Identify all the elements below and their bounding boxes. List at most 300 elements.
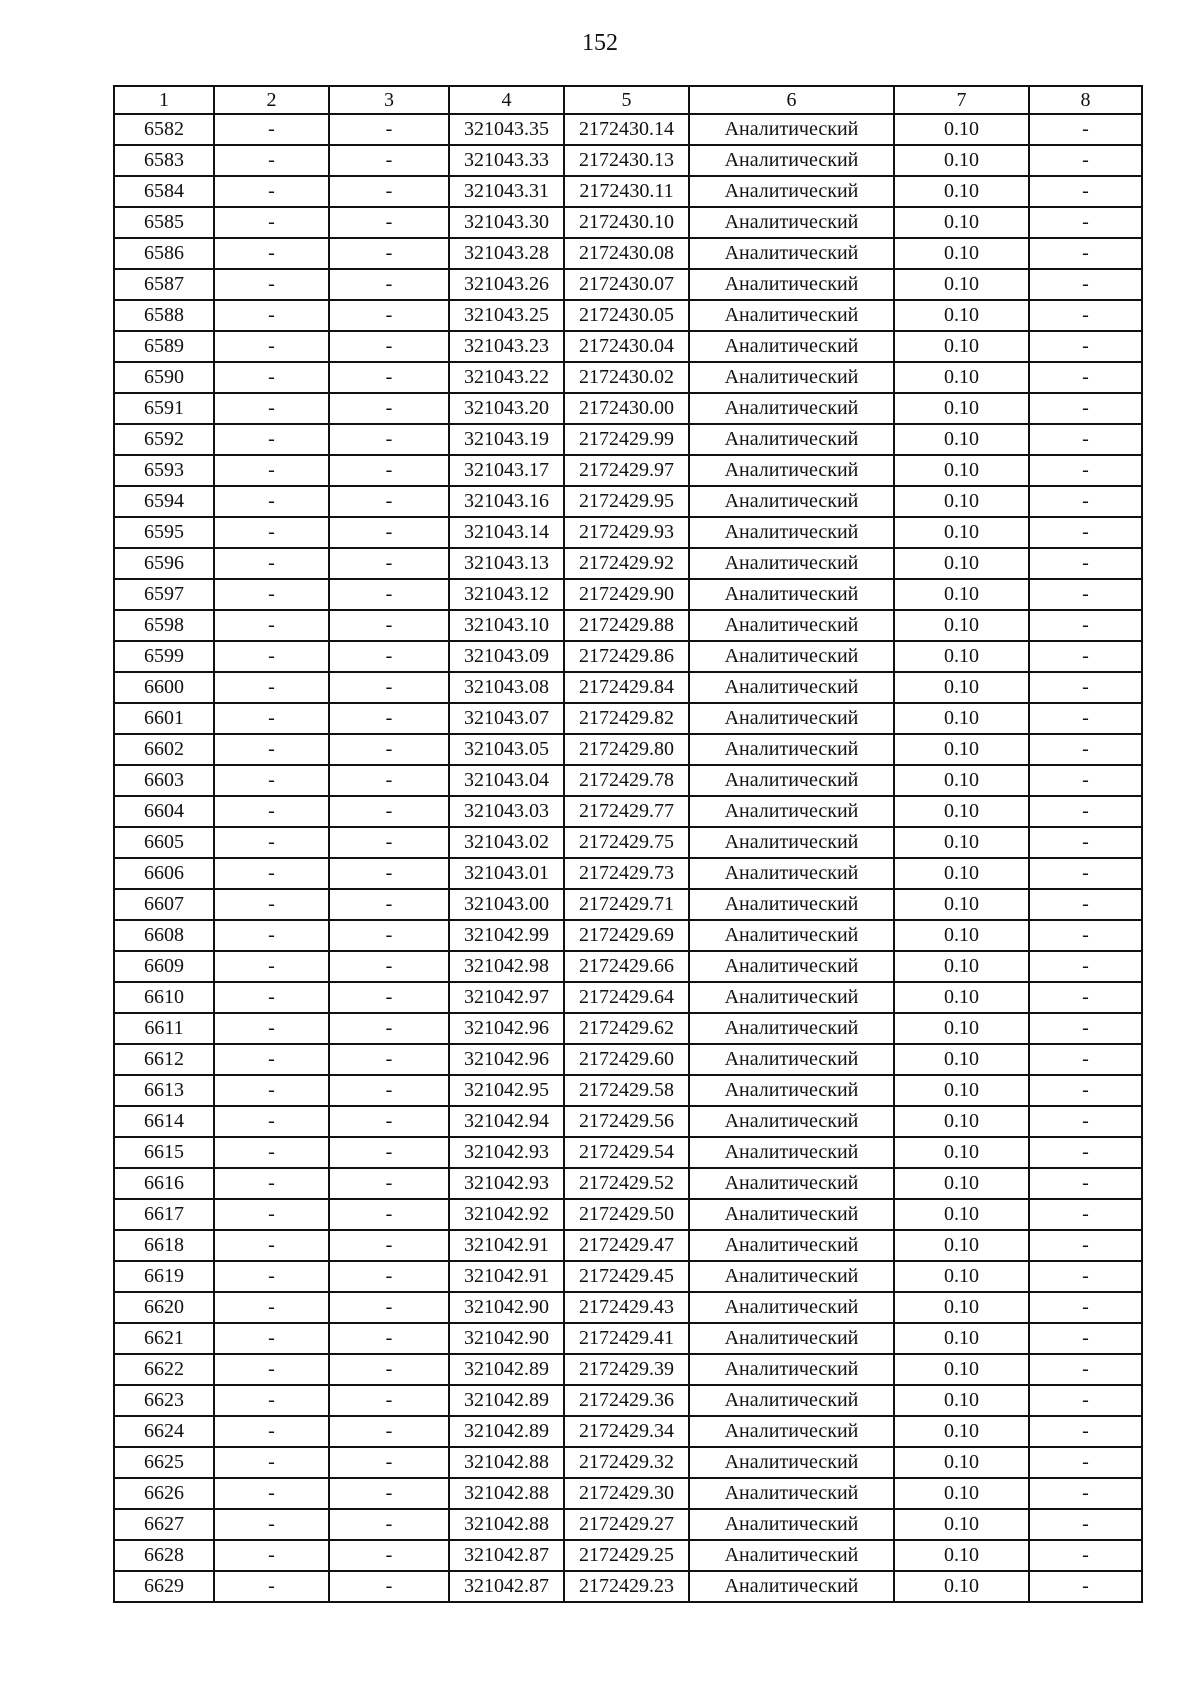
table-cell-col-6: Аналитический (689, 1106, 894, 1137)
table-cell-col-7: 0.10 (894, 362, 1029, 393)
table-cell-col-3: - (329, 1478, 449, 1509)
table-cell-col-7: 0.10 (894, 145, 1029, 176)
table-row (114, 300, 1142, 331)
table-cell-col-1: 6613 (114, 1075, 214, 1106)
table-row (114, 517, 1142, 548)
table-cell-col-2: - (214, 827, 329, 858)
table-cell-col-4: 321043.03 (449, 796, 564, 827)
table-cell-col-5: 2172429.30 (564, 1478, 689, 1509)
table-cell-col-2: - (214, 300, 329, 331)
table-cell-col-8: - (1029, 641, 1142, 672)
table-cell-col-8: - (1029, 548, 1142, 579)
table-cell-col-6: Аналитический (689, 114, 894, 145)
table-cell-col-5: 2172429.95 (564, 486, 689, 517)
table-row (114, 176, 1142, 207)
table-cell-col-4: 321042.96 (449, 1013, 564, 1044)
table-cell-col-8: - (1029, 672, 1142, 703)
table-cell-col-6: Аналитический (689, 1478, 894, 1509)
table-cell-col-5: 2172429.80 (564, 734, 689, 765)
table-cell-col-2: - (214, 951, 329, 982)
table-cell-col-3: - (329, 641, 449, 672)
table-cell-col-1: 6596 (114, 548, 214, 579)
table-cell-col-4: 321043.05 (449, 734, 564, 765)
table-cell-col-7: 0.10 (894, 734, 1029, 765)
table-row (114, 579, 1142, 610)
table-cell-col-4: 321042.98 (449, 951, 564, 982)
table-cell-col-5: 2172429.32 (564, 1447, 689, 1478)
table-row (114, 765, 1142, 796)
table-cell-col-7: 0.10 (894, 548, 1029, 579)
table-cell-col-7: 0.10 (894, 517, 1029, 548)
table-cell-col-3: - (329, 734, 449, 765)
table-cell-col-7: 0.10 (894, 1292, 1029, 1323)
table-cell-col-5: 2172429.62 (564, 1013, 689, 1044)
table-cell-col-3: - (329, 1044, 449, 1075)
table-cell-col-5: 2172429.25 (564, 1540, 689, 1571)
table-row (114, 951, 1142, 982)
column-header-4: 4 (449, 86, 564, 114)
table-cell-col-3: - (329, 424, 449, 455)
table-cell-col-2: - (214, 455, 329, 486)
table-cell-col-6: Аналитический (689, 827, 894, 858)
table-cell-col-4: 321042.93 (449, 1168, 564, 1199)
table-cell-col-3: - (329, 827, 449, 858)
table-cell-col-4: 321042.97 (449, 982, 564, 1013)
table-cell-col-1: 6592 (114, 424, 214, 455)
table-cell-col-2: - (214, 1168, 329, 1199)
table-cell-col-2: - (214, 703, 329, 734)
table-cell-col-3: - (329, 982, 449, 1013)
table-cell-col-8: - (1029, 889, 1142, 920)
table-cell-col-7: 0.10 (894, 610, 1029, 641)
table-cell-col-6: Аналитический (689, 796, 894, 827)
table-cell-col-1: 6584 (114, 176, 214, 207)
table-cell-col-5: 2172430.10 (564, 207, 689, 238)
table-cell-col-1: 6600 (114, 672, 214, 703)
table-cell-col-4: 321043.28 (449, 238, 564, 269)
table-cell-col-5: 2172430.14 (564, 114, 689, 145)
table-cell-col-8: - (1029, 1447, 1142, 1478)
table-cell-col-6: Аналитический (689, 207, 894, 238)
table-row (114, 1106, 1142, 1137)
table-cell-col-6: Аналитический (689, 145, 894, 176)
table-cell-col-5: 2172429.69 (564, 920, 689, 951)
table-cell-col-6: Аналитический (689, 672, 894, 703)
table-cell-col-5: 2172429.23 (564, 1571, 689, 1602)
table-cell-col-5: 2172430.07 (564, 269, 689, 300)
table-cell-col-7: 0.10 (894, 827, 1029, 858)
table-cell-col-2: - (214, 114, 329, 145)
table-cell-col-5: 2172429.56 (564, 1106, 689, 1137)
table-cell-col-8: - (1029, 734, 1142, 765)
table-cell-col-6: Аналитический (689, 1540, 894, 1571)
table-cell-col-4: 321043.31 (449, 176, 564, 207)
table-cell-col-4: 321043.26 (449, 269, 564, 300)
table-cell-col-7: 0.10 (894, 114, 1029, 145)
header-row (114, 86, 1142, 114)
table-cell-col-4: 321042.89 (449, 1416, 564, 1447)
table-cell-col-5: 2172429.66 (564, 951, 689, 982)
table-cell-col-7: 0.10 (894, 1168, 1029, 1199)
table-cell-col-4: 321043.22 (449, 362, 564, 393)
table-cell-col-3: - (329, 889, 449, 920)
table-cell-col-6: Аналитический (689, 1199, 894, 1230)
table-cell-col-8: - (1029, 1292, 1142, 1323)
table-cell-col-8: - (1029, 1168, 1142, 1199)
table-cell-col-6: Аналитический (689, 331, 894, 362)
table-cell-col-5: 2172429.97 (564, 455, 689, 486)
table-row (114, 1354, 1142, 1385)
table-cell-col-8: - (1029, 1230, 1142, 1261)
table-cell-col-1: 6597 (114, 579, 214, 610)
table-cell-col-4: 321042.91 (449, 1230, 564, 1261)
table-cell-col-8: - (1029, 362, 1142, 393)
table-cell-col-6: Аналитический (689, 1075, 894, 1106)
table-cell-col-2: - (214, 1292, 329, 1323)
table-cell-col-7: 0.10 (894, 982, 1029, 1013)
table-cell-col-3: - (329, 145, 449, 176)
table-row (114, 548, 1142, 579)
table-cell-col-2: - (214, 207, 329, 238)
column-header-6: 6 (689, 86, 894, 114)
table-cell-col-1: 6588 (114, 300, 214, 331)
table-cell-col-7: 0.10 (894, 1044, 1029, 1075)
table-row (114, 238, 1142, 269)
table-row (114, 455, 1142, 486)
table-row (114, 1478, 1142, 1509)
table-row (114, 1509, 1142, 1540)
table-cell-col-6: Аналитический (689, 1137, 894, 1168)
table-cell-col-6: Аналитический (689, 579, 894, 610)
table-cell-col-1: 6611 (114, 1013, 214, 1044)
table-cell-col-6: Аналитический (689, 1292, 894, 1323)
table-cell-col-8: - (1029, 517, 1142, 548)
table-cell-col-5: 2172429.75 (564, 827, 689, 858)
table-cell-col-3: - (329, 1571, 449, 1602)
table-cell-col-5: 2172429.36 (564, 1385, 689, 1416)
table-cell-col-8: - (1029, 610, 1142, 641)
table-cell-col-8: - (1029, 920, 1142, 951)
table-cell-col-8: - (1029, 1509, 1142, 1540)
table-cell-col-2: - (214, 1416, 329, 1447)
table-cell-col-4: 321042.89 (449, 1354, 564, 1385)
table-cell-col-8: - (1029, 951, 1142, 982)
table-cell-col-2: - (214, 1044, 329, 1075)
table-cell-col-3: - (329, 393, 449, 424)
table-cell-col-1: 6598 (114, 610, 214, 641)
table-cell-col-4: 321042.87 (449, 1540, 564, 1571)
table-row (114, 610, 1142, 641)
table-cell-col-2: - (214, 424, 329, 455)
table-cell-col-8: - (1029, 176, 1142, 207)
table-cell-col-6: Аналитический (689, 1261, 894, 1292)
table-cell-col-2: - (214, 1323, 329, 1354)
table-cell-col-3: - (329, 1230, 449, 1261)
table-cell-col-8: - (1029, 455, 1142, 486)
table-cell-col-5: 2172429.92 (564, 548, 689, 579)
table-row (114, 1199, 1142, 1230)
table-cell-col-1: 6616 (114, 1168, 214, 1199)
table-cell-col-2: - (214, 486, 329, 517)
table-cell-col-6: Аналитический (689, 1354, 894, 1385)
table-cell-col-2: - (214, 517, 329, 548)
table-cell-col-8: - (1029, 486, 1142, 517)
table-row (114, 672, 1142, 703)
table-cell-col-3: - (329, 1137, 449, 1168)
table-cell-col-8: - (1029, 207, 1142, 238)
table-row (114, 982, 1142, 1013)
table-cell-col-7: 0.10 (894, 579, 1029, 610)
table-row (114, 393, 1142, 424)
table-cell-col-7: 0.10 (894, 703, 1029, 734)
table-cell-col-6: Аналитический (689, 455, 894, 486)
table-cell-col-2: - (214, 548, 329, 579)
table-cell-col-7: 0.10 (894, 1199, 1029, 1230)
table-row (114, 641, 1142, 672)
table-cell-col-6: Аналитический (689, 176, 894, 207)
table-cell-col-7: 0.10 (894, 951, 1029, 982)
table-cell-col-3: - (329, 858, 449, 889)
table-cell-col-1: 6607 (114, 889, 214, 920)
table-cell-col-3: - (329, 951, 449, 982)
table-row (114, 1044, 1142, 1075)
table-cell-col-2: - (214, 1199, 329, 1230)
table-cell-col-2: - (214, 362, 329, 393)
table-cell-col-2: - (214, 1447, 329, 1478)
table-row (114, 889, 1142, 920)
table-cell-col-4: 321042.89 (449, 1385, 564, 1416)
table-cell-col-2: - (214, 920, 329, 951)
table-cell-col-7: 0.10 (894, 269, 1029, 300)
table-cell-col-1: 6602 (114, 734, 214, 765)
table-cell-col-8: - (1029, 858, 1142, 889)
table-cell-col-1: 6620 (114, 1292, 214, 1323)
table-cell-col-5: 2172429.86 (564, 641, 689, 672)
table-cell-col-2: - (214, 765, 329, 796)
column-header-3: 3 (329, 86, 449, 114)
table-cell-col-4: 321043.00 (449, 889, 564, 920)
table-cell-col-7: 0.10 (894, 796, 1029, 827)
table-cell-col-5: 2172430.00 (564, 393, 689, 424)
table-cell-col-2: - (214, 858, 329, 889)
table-cell-col-4: 321043.13 (449, 548, 564, 579)
table-cell-col-1: 6601 (114, 703, 214, 734)
table-cell-col-4: 321043.07 (449, 703, 564, 734)
table-cell-col-7: 0.10 (894, 920, 1029, 951)
table-cell-col-4: 321043.08 (449, 672, 564, 703)
table-cell-col-3: - (329, 269, 449, 300)
table-cell-col-4: 321043.09 (449, 641, 564, 672)
table-cell-col-8: - (1029, 1478, 1142, 1509)
table-cell-col-5: 2172429.64 (564, 982, 689, 1013)
table-cell-col-2: - (214, 145, 329, 176)
table-cell-col-2: - (214, 889, 329, 920)
table-cell-col-4: 321042.90 (449, 1292, 564, 1323)
table-cell-col-5: 2172429.88 (564, 610, 689, 641)
table-cell-col-6: Аналитический (689, 548, 894, 579)
table-cell-col-7: 0.10 (894, 393, 1029, 424)
table-cell-col-1: 6627 (114, 1509, 214, 1540)
table-cell-col-4: 321043.35 (449, 114, 564, 145)
table-cell-col-4: 321042.92 (449, 1199, 564, 1230)
table-cell-col-8: - (1029, 1075, 1142, 1106)
table-cell-col-4: 321043.16 (449, 486, 564, 517)
table-cell-col-4: 321043.04 (449, 765, 564, 796)
table-row (114, 1292, 1142, 1323)
table-cell-col-8: - (1029, 145, 1142, 176)
page-number: 152 (582, 30, 618, 56)
table-cell-col-4: 321042.88 (449, 1478, 564, 1509)
table-cell-col-7: 0.10 (894, 641, 1029, 672)
table-cell-col-3: - (329, 1168, 449, 1199)
table-cell-col-5: 2172429.71 (564, 889, 689, 920)
table-cell-col-3: - (329, 1540, 449, 1571)
table-cell-col-7: 0.10 (894, 238, 1029, 269)
table-cell-col-8: - (1029, 1199, 1142, 1230)
table-cell-col-8: - (1029, 1013, 1142, 1044)
column-header-2: 2 (214, 86, 329, 114)
table-row (114, 486, 1142, 517)
table-cell-col-8: - (1029, 1044, 1142, 1075)
table-cell-col-8: - (1029, 1137, 1142, 1168)
table-cell-col-5: 2172429.27 (564, 1509, 689, 1540)
table-cell-col-8: - (1029, 1385, 1142, 1416)
table-cell-col-4: 321043.02 (449, 827, 564, 858)
table-cell-col-1: 6599 (114, 641, 214, 672)
table-cell-col-8: - (1029, 796, 1142, 827)
table-cell-col-4: 321042.95 (449, 1075, 564, 1106)
table-row (114, 1013, 1142, 1044)
table-cell-col-6: Аналитический (689, 1416, 894, 1447)
table-cell-col-5: 2172429.58 (564, 1075, 689, 1106)
table-cell-col-3: - (329, 920, 449, 951)
column-header-1: 1 (114, 86, 214, 114)
table-cell-col-3: - (329, 176, 449, 207)
table-cell-col-1: 6615 (114, 1137, 214, 1168)
table-cell-col-3: - (329, 1261, 449, 1292)
table-cell-col-6: Аналитический (689, 703, 894, 734)
table-cell-col-2: - (214, 734, 329, 765)
table-cell-col-5: 2172429.39 (564, 1354, 689, 1385)
table-cell-col-8: - (1029, 1354, 1142, 1385)
table-cell-col-8: - (1029, 1416, 1142, 1447)
table-cell-col-7: 0.10 (894, 176, 1029, 207)
table-cell-col-1: 6591 (114, 393, 214, 424)
table-cell-col-7: 0.10 (894, 455, 1029, 486)
table-cell-col-2: - (214, 1478, 329, 1509)
table-cell-col-2: - (214, 579, 329, 610)
table-cell-col-1: 6629 (114, 1571, 214, 1602)
table-row (114, 1540, 1142, 1571)
table-cell-col-7: 0.10 (894, 889, 1029, 920)
table-cell-col-2: - (214, 331, 329, 362)
table-row (114, 1323, 1142, 1354)
table-cell-col-5: 2172429.43 (564, 1292, 689, 1323)
table-cell-col-7: 0.10 (894, 1385, 1029, 1416)
table-cell-col-1: 6619 (114, 1261, 214, 1292)
table-cell-col-7: 0.10 (894, 1478, 1029, 1509)
table-cell-col-1: 6593 (114, 455, 214, 486)
table-cell-col-7: 0.10 (894, 1106, 1029, 1137)
table-cell-col-3: - (329, 548, 449, 579)
table-cell-col-3: - (329, 1385, 449, 1416)
table-cell-col-1: 6618 (114, 1230, 214, 1261)
table-cell-col-1: 6622 (114, 1354, 214, 1385)
table-cell-col-6: Аналитический (689, 1385, 894, 1416)
table-cell-col-4: 321042.87 (449, 1571, 564, 1602)
table-cell-col-8: - (1029, 114, 1142, 145)
table-cell-col-4: 321043.20 (449, 393, 564, 424)
table-cell-col-6: Аналитический (689, 1447, 894, 1478)
table-cell-col-7: 0.10 (894, 331, 1029, 362)
table-cell-col-5: 2172429.54 (564, 1137, 689, 1168)
table-cell-col-5: 2172430.05 (564, 300, 689, 331)
table-cell-col-5: 2172429.84 (564, 672, 689, 703)
table-cell-col-6: Аналитический (689, 238, 894, 269)
table-cell-col-8: - (1029, 1261, 1142, 1292)
table-cell-col-5: 2172429.78 (564, 765, 689, 796)
table-cell-col-8: - (1029, 703, 1142, 734)
table-cell-col-3: - (329, 1447, 449, 1478)
table-cell-col-4: 321043.01 (449, 858, 564, 889)
table-cell-col-7: 0.10 (894, 1509, 1029, 1540)
table-cell-col-6: Аналитический (689, 393, 894, 424)
table-cell-col-4: 321043.30 (449, 207, 564, 238)
table-cell-col-5: 2172429.50 (564, 1199, 689, 1230)
table-cell-col-6: Аналитический (689, 1571, 894, 1602)
table-row (114, 331, 1142, 362)
table-cell-col-6: Аналитический (689, 1013, 894, 1044)
table-cell-col-3: - (329, 300, 449, 331)
table-cell-col-3: - (329, 1199, 449, 1230)
table-cell-col-2: - (214, 1013, 329, 1044)
table-cell-col-3: - (329, 1416, 449, 1447)
table-cell-col-1: 6582 (114, 114, 214, 145)
table-cell-col-6: Аналитический (689, 641, 894, 672)
table-cell-col-3: - (329, 517, 449, 548)
table-cell-col-7: 0.10 (894, 1354, 1029, 1385)
table-cell-col-8: - (1029, 827, 1142, 858)
table-cell-col-5: 2172429.82 (564, 703, 689, 734)
table-cell-col-8: - (1029, 1540, 1142, 1571)
table-cell-col-1: 6626 (114, 1478, 214, 1509)
table-cell-col-5: 2172429.90 (564, 579, 689, 610)
table-cell-col-2: - (214, 1106, 329, 1137)
table-cell-col-6: Аналитический (689, 951, 894, 982)
table-cell-col-7: 0.10 (894, 207, 1029, 238)
table-row (114, 145, 1142, 176)
table-cell-col-4: 321042.90 (449, 1323, 564, 1354)
table-cell-col-4: 321042.96 (449, 1044, 564, 1075)
table-cell-col-2: - (214, 982, 329, 1013)
table-cell-col-5: 2172429.73 (564, 858, 689, 889)
table-cell-col-4: 321043.14 (449, 517, 564, 548)
table-cell-col-8: - (1029, 1323, 1142, 1354)
table-cell-col-4: 321043.33 (449, 145, 564, 176)
column-header-8: 8 (1029, 86, 1142, 114)
table-cell-col-6: Аналитический (689, 486, 894, 517)
table-cell-col-3: - (329, 331, 449, 362)
table-cell-col-1: 6606 (114, 858, 214, 889)
table-row (114, 362, 1142, 393)
table-cell-col-7: 0.10 (894, 486, 1029, 517)
table-cell-col-6: Аналитический (689, 1323, 894, 1354)
table-cell-col-1: 6587 (114, 269, 214, 300)
table-row (114, 424, 1142, 455)
table-cell-col-3: - (329, 672, 449, 703)
table-cell-col-3: - (329, 1013, 449, 1044)
table-cell-col-2: - (214, 1540, 329, 1571)
